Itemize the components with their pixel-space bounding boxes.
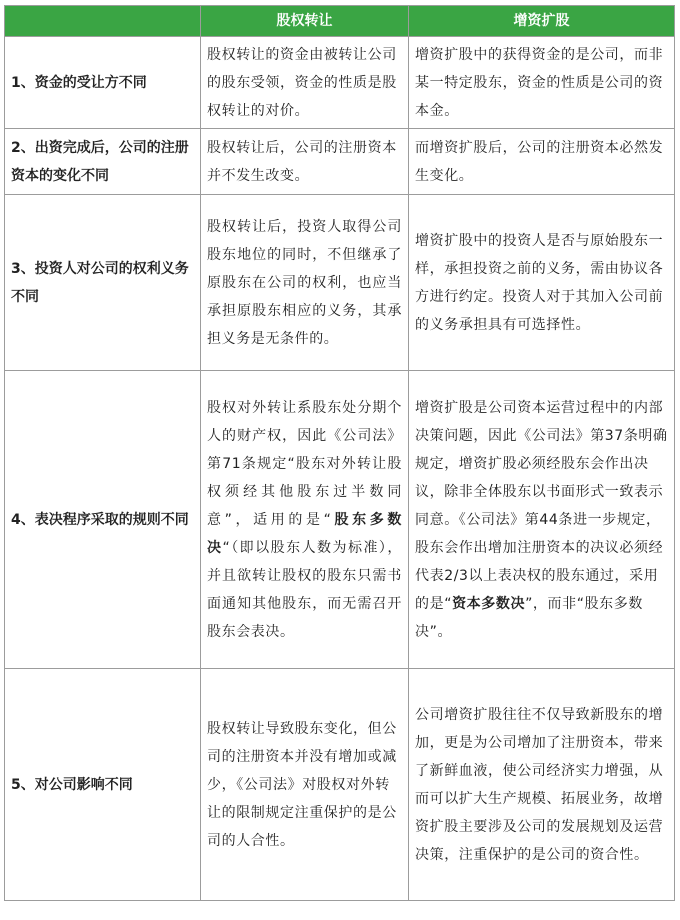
header-increase: 增资扩股 — [409, 6, 675, 37]
table-row — [5, 669, 675, 901]
row-label: 3、投资人对公司的权利义务不同 — [5, 195, 201, 371]
transfer-cell: 股权转让的资金由被转让公司的股东受领，资金的性质是股权转让的对价。 — [201, 37, 409, 129]
transfer-text-a: 股权对外转让系股东处分期个人的财产权，因此《公司法》第71条规定“股东对外转让股权须经其他股东过半数同意”，适用的是“ — [207, 399, 402, 528]
table-header-row — [5, 6, 675, 37]
table-row — [5, 129, 675, 195]
header-empty-cell — [5, 6, 201, 37]
transfer-cell: 股权转让后，投资人取得公司股东地位的同时，不但继承了原股东在公司的权利，也应当承担原股东相应的义务，其承担义务是无条件的。 — [201, 195, 409, 371]
transfer-text-c: “（即以股东人数为标准），并且欲转让股权的股东只需书面通知其他股东，而无需召开股东会表决。 — [207, 539, 402, 640]
increase-cell: 增资扩股中的投资人是否与原始股东一样，承担投资之前的义务，需由协议各方进行约定。投资人对于其加入公司前的义务承担具有可选择性。 — [409, 195, 675, 371]
increase-text-a: 增资扩股是公司资本运营过程中的内部决策问题，因此《公司法》第37条明确规定，增资扩股必须经股东会作出决议，除非全体股东以书面形式一致表示同意。《公司法》第44条进一步规定，股东会作出增加注册资本的决议必须经代表2/3以上表决权的股东通过，采用的是“ — [415, 399, 668, 612]
table-row — [5, 195, 675, 371]
transfer-cell: 股权转让导致股东变化，但公司的注册资本并没有增加或减少，《公司法》对股权对外转让的限制规定注重保护的是公司的人合性。 — [201, 669, 409, 901]
row-label: 5、对公司影响不同 — [5, 669, 201, 901]
increase-cell — [409, 371, 675, 669]
transfer-cell: 股权转让后，公司的注册资本并不发生改变。 — [201, 129, 409, 195]
header-transfer: 股权转让 — [201, 6, 409, 37]
row-label: 1、资金的受让方不同 — [5, 37, 201, 129]
row-label: 2、出资完成后，公司的注册资本的变化不同 — [5, 129, 201, 195]
increase-text-c: ”，而非“股东多数决”。 — [415, 595, 643, 640]
increase-cell: 而增资扩股后，公司的注册资本必然发生变化。 — [409, 129, 675, 195]
increase-text-bold: 资本多数决 — [452, 595, 526, 612]
table-row — [5, 371, 675, 669]
row-label: 4、表决程序采取的规则不同 — [5, 371, 201, 669]
transfer-cell — [201, 371, 409, 669]
table-row — [5, 37, 675, 129]
transfer-text-bold: 股东多数决 — [207, 511, 402, 556]
comparison-table — [4, 5, 675, 901]
increase-cell: 增资扩股中的获得资金的是公司，而非某一特定股东，资金的性质是公司的资本金。 — [409, 37, 675, 129]
increase-cell: 公司增资扩股往往不仅导致新股东的增加，更是为公司增加了注册资本，带来了新鲜血液，使公司经济实力增强，从而可以扩大生产规模、拓展业务，故增资扩股主要涉及公司的发展规划及运营决策，注重保护的是公司的资合性。 — [409, 669, 675, 901]
